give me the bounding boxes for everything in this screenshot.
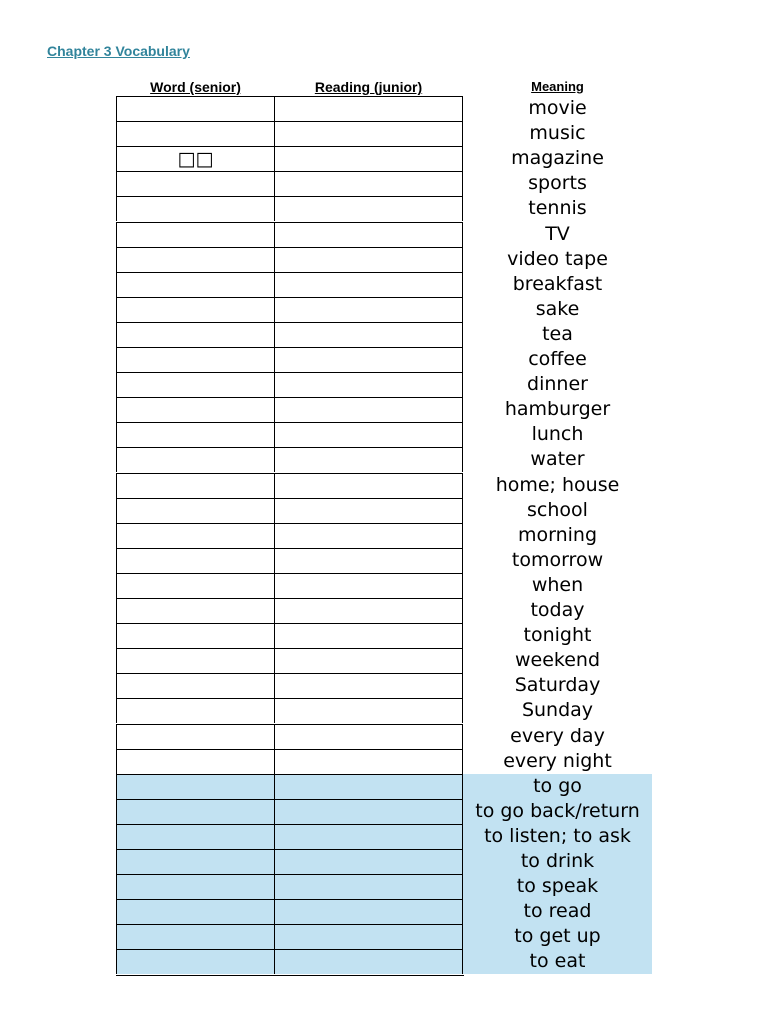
reading-cell[interactable] xyxy=(274,447,463,472)
word-cell[interactable] xyxy=(116,121,274,146)
meaning-cell: when xyxy=(531,573,584,596)
reading-cell[interactable] xyxy=(274,297,463,322)
word-cell[interactable] xyxy=(116,598,274,623)
word-cell[interactable] xyxy=(116,222,274,247)
word-cell[interactable] xyxy=(116,673,274,698)
reading-cell[interactable] xyxy=(274,247,463,272)
meaning-cell: home; house xyxy=(495,473,620,496)
meaning-cell: coffee xyxy=(528,348,587,370)
word-cell[interactable] xyxy=(116,749,274,774)
meaning-cell: to go back/return xyxy=(463,799,652,824)
reading-cell[interactable] xyxy=(274,322,463,347)
reading-cell[interactable] xyxy=(274,749,463,774)
word-cell[interactable] xyxy=(116,473,274,498)
word-cell[interactable] xyxy=(116,523,274,548)
word-cell[interactable] xyxy=(116,799,274,824)
meaning-cell: weekend xyxy=(514,649,601,672)
reading-cell[interactable] xyxy=(274,498,463,523)
reading-cell[interactable] xyxy=(274,548,463,573)
reading-cell[interactable] xyxy=(274,648,463,673)
meaning-cell: breakfast xyxy=(512,272,603,295)
word-cell[interactable] xyxy=(116,648,274,673)
meaning-cell: sake xyxy=(535,297,580,320)
word-cell[interactable] xyxy=(116,397,274,422)
word-cell[interactable] xyxy=(116,297,274,322)
column-header-word: Word (senior) xyxy=(150,79,241,95)
word-cell[interactable] xyxy=(116,899,274,924)
reading-cell[interactable] xyxy=(274,673,463,698)
meaning-cell: music xyxy=(529,122,586,145)
column-header-reading: Reading (junior) xyxy=(314,79,423,95)
word-cell[interactable] xyxy=(116,949,274,974)
reading-cell[interactable] xyxy=(274,623,463,648)
word-cell[interactable] xyxy=(116,272,274,297)
reading-cell[interactable] xyxy=(274,96,463,121)
meaning-cell: Sunday xyxy=(521,699,594,722)
reading-cell[interactable] xyxy=(274,598,463,623)
meaning-cell: magazine xyxy=(511,147,604,170)
reading-cell[interactable] xyxy=(274,422,463,447)
reading-cell[interactable] xyxy=(274,523,463,548)
word-cell[interactable] xyxy=(116,247,274,272)
word-cell[interactable] xyxy=(116,322,274,347)
page-title: Chapter 3 Vocabulary xyxy=(47,43,190,59)
word-cell[interactable] xyxy=(116,724,274,749)
word-cell[interactable] xyxy=(116,422,274,447)
meaning-cell: Saturday xyxy=(514,674,601,697)
meaning-cell: every day xyxy=(510,724,605,747)
word-cell[interactable] xyxy=(116,96,274,121)
reading-cell[interactable] xyxy=(274,849,463,874)
meaning-cell: school xyxy=(527,498,588,521)
reading-cell[interactable] xyxy=(274,372,463,397)
meaning-cell: movie xyxy=(528,97,587,119)
meaning-cell: tonight xyxy=(523,624,592,647)
column-header-meaning: Meaning xyxy=(531,79,584,94)
meaning-cell: water xyxy=(530,448,585,471)
meaning-cell: TV xyxy=(545,222,570,245)
reading-cell[interactable] xyxy=(274,573,463,598)
word-cell[interactable] xyxy=(116,774,274,799)
meaning-cell: sports xyxy=(528,172,587,195)
meaning-cell: to get up xyxy=(463,924,652,949)
reading-cell[interactable] xyxy=(274,774,463,799)
word-cell[interactable] xyxy=(116,447,274,472)
reading-cell[interactable] xyxy=(274,146,463,171)
reading-cell[interactable] xyxy=(274,347,463,372)
reading-cell[interactable] xyxy=(274,698,463,723)
meaning-cell: to speak xyxy=(463,874,652,899)
meaning-cell: to listen; to ask xyxy=(463,824,652,849)
word-cell[interactable] xyxy=(116,623,274,648)
meaning-cell: to drink xyxy=(463,849,652,874)
reading-cell[interactable] xyxy=(274,924,463,949)
word-cell[interactable] xyxy=(116,548,274,573)
reading-cell[interactable] xyxy=(274,473,463,498)
meaning-cell: tennis xyxy=(528,197,587,220)
word-cell[interactable] xyxy=(116,196,274,221)
word-cell[interactable] xyxy=(116,498,274,523)
meaning-cell: morning xyxy=(517,523,598,546)
reading-cell[interactable] xyxy=(274,222,463,247)
meaning-cell: dinner xyxy=(527,373,588,396)
word-cell[interactable] xyxy=(116,372,274,397)
word-cell[interactable] xyxy=(116,573,274,598)
reading-cell[interactable] xyxy=(274,899,463,924)
word-cell[interactable] xyxy=(116,698,274,723)
meaning-cell: video tape xyxy=(507,247,608,270)
reading-cell[interactable] xyxy=(274,874,463,899)
reading-cell[interactable] xyxy=(274,196,463,221)
reading-cell[interactable] xyxy=(274,724,463,749)
meaning-cell: tea xyxy=(542,322,573,345)
meaning-cell: to eat xyxy=(463,949,652,974)
meaning-cell: today xyxy=(530,599,585,621)
reading-cell[interactable] xyxy=(274,949,463,974)
meaning-cell: lunch xyxy=(531,423,584,446)
word-cell[interactable] xyxy=(116,874,274,899)
reading-cell[interactable] xyxy=(274,171,463,196)
word-cell[interactable]: □□ xyxy=(116,146,274,171)
meaning-cell: to go xyxy=(463,774,652,799)
word-cell[interactable] xyxy=(116,849,274,874)
word-cell[interactable] xyxy=(116,924,274,949)
meaning-cell: tomorrow xyxy=(511,548,604,571)
reading-cell[interactable] xyxy=(274,272,463,297)
word-cell[interactable] xyxy=(116,171,274,196)
meaning-cell: hamburger xyxy=(504,398,611,421)
meaning-cell: every night xyxy=(503,749,612,772)
reading-cell[interactable] xyxy=(274,121,463,146)
table-bottom-border xyxy=(116,975,464,976)
word-cell[interactable] xyxy=(116,824,274,849)
meaning-cell: to read xyxy=(463,899,652,924)
word-cell[interactable] xyxy=(116,347,274,372)
reading-cell[interactable] xyxy=(274,799,463,824)
reading-cell[interactable] xyxy=(274,397,463,422)
reading-cell[interactable] xyxy=(274,824,463,849)
